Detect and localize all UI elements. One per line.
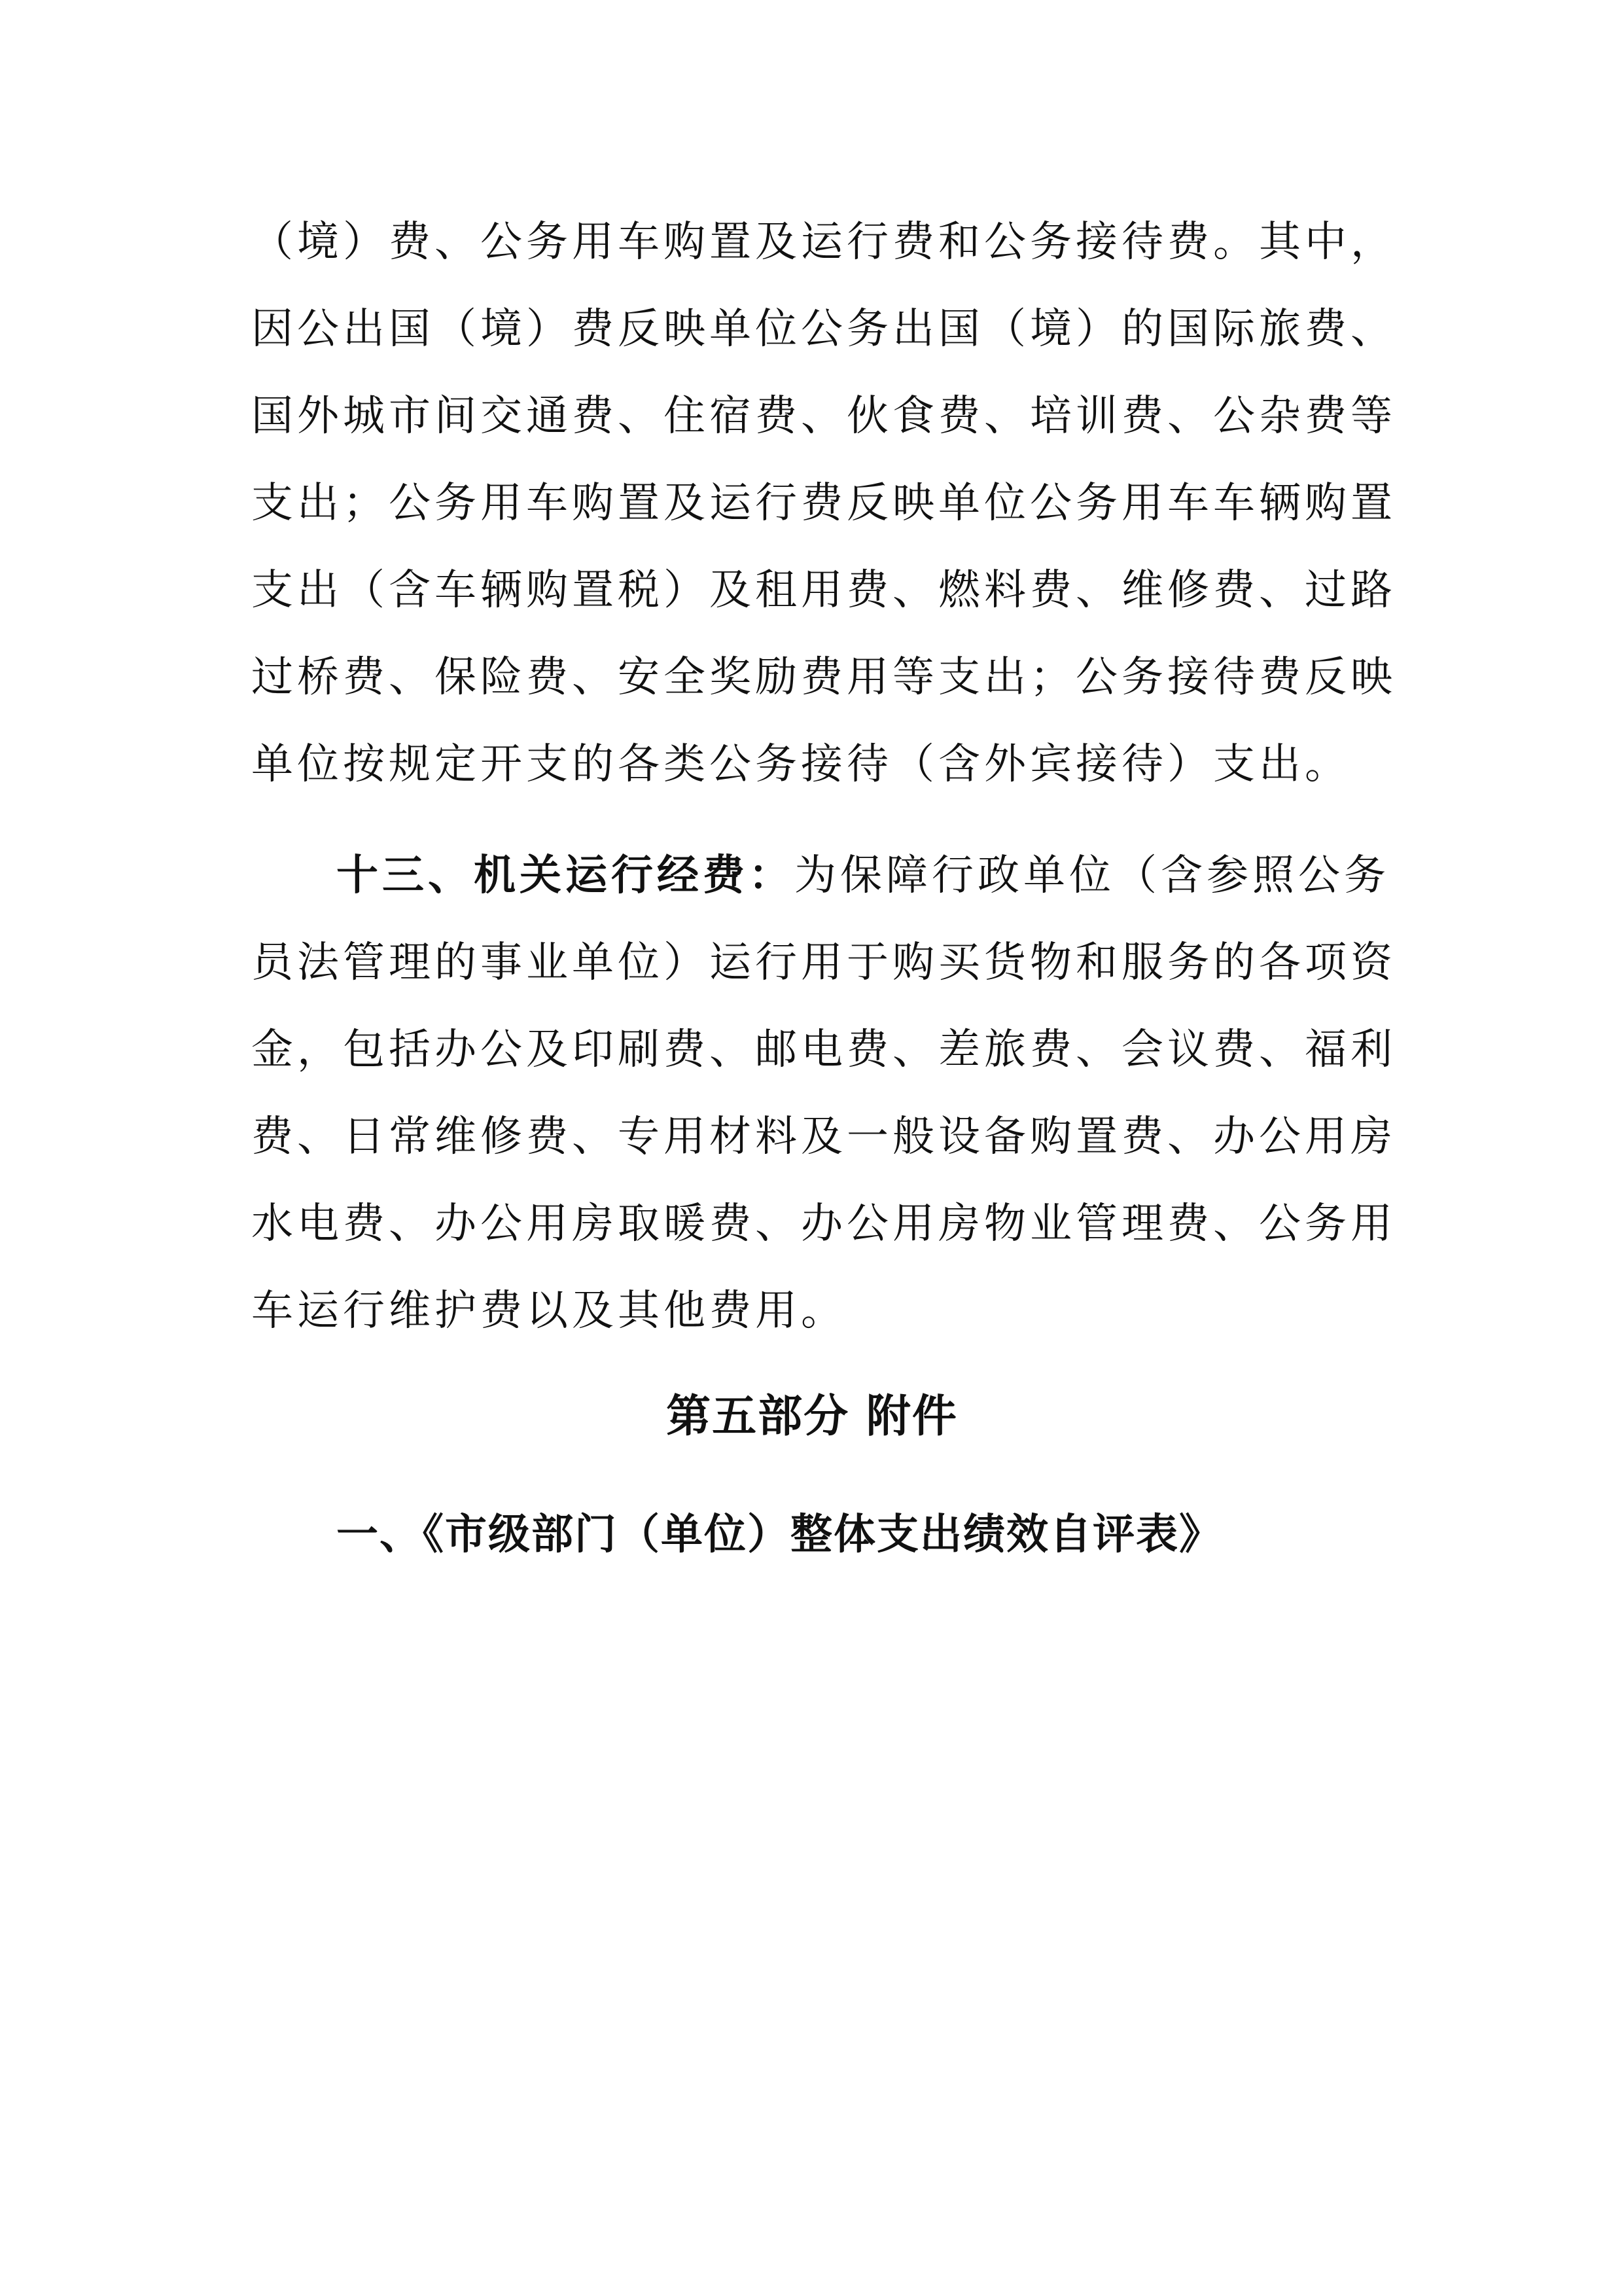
text-line: （境）费、公务用车购置及运行费和公务接待费。其中， (251, 218, 1396, 266)
text-line: 费、日常维修费、专用材料及一般设备购置费、办公用房 (251, 1113, 1396, 1161)
text-line: 支出（含车辆购置税）及租用费、燃料费、维修费、过路 (251, 566, 1396, 615)
item-13-first-line (251, 833, 1390, 920)
text-line: 国外城市间交通费、住宿费、伙食费、培训费、公杂费等 (251, 392, 1396, 440)
part-5-heading: 第五部分 附件 (666, 1391, 958, 1443)
item-13-paragraph (251, 833, 1396, 1355)
item-13-term: 十三、机关运行经费： (336, 852, 794, 900)
text-line: 过桥费、保险费、安全奖励费用等支出；公务接待费反映 (251, 653, 1396, 702)
text-line: 因公出国（境）费反映单位公务出国（境）的国际旅费、 (251, 305, 1396, 353)
text-line: 金，包括办公及印刷费、邮电费、差旅费、会议费、福利 (251, 1026, 1396, 1074)
paragraph-continued (251, 199, 1396, 808)
text-line: 单位按规定开支的各类公务接待（含外宾接待）支出。 (251, 740, 1350, 789)
text-line: 车运行维护费以及其他费用。 (251, 1287, 847, 1335)
text-line: 支出；公务用车购置及运行费反映单位公务用车车辆购置 (251, 479, 1396, 528)
item-13-first-line-text: 为保障行政单位（含参照公务 (794, 852, 1390, 900)
text-line: 员法管理的事业单位）运行用于购买货物和服务的各项资 (251, 939, 1396, 987)
text-line: 水电费、办公用房取暖费、办公用房物业管理费、公务用 (251, 1200, 1396, 1248)
attachment-item-1: 一、《市级部门（单位）整体支出绩效自评表》 (336, 1511, 1222, 1559)
